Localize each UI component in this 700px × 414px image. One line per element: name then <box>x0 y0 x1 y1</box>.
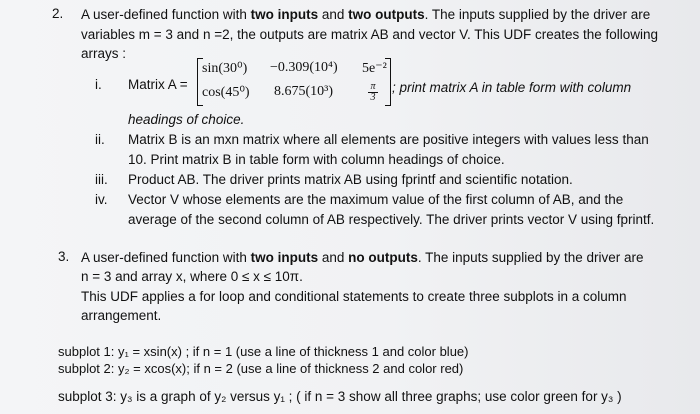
item-i-instruction-cont: headings of choice. <box>128 112 245 127</box>
matrix-a-r2c1: cos(45⁰) <box>202 85 250 100</box>
subplot-3-line: subplot 3: y₃ is a graph of y₂ versus y₁ ; ( if n = 3 show all three graphs; use color green for y₃ ) <box>58 389 622 404</box>
matrix-a-r2c2: 8.675(10³) <box>274 84 334 99</box>
subplot-1-line: subplot 1: y₁ = xsin(x) ; if n = 1 (use a line of thickness 1 and color blue) <box>58 344 469 359</box>
item-iv-text-1: Vector V whose elements are the maximum value of the first column of AB, and the <box>128 192 624 207</box>
item-iv-numeral: iv. <box>95 192 108 207</box>
matrix-a-r1c3: 5e⁻² <box>362 61 387 76</box>
question-2-number: 2. <box>52 6 64 21</box>
matrix-a-r1c2: −0.309(10⁴) <box>270 60 338 75</box>
q2-intro-line-2: variables m = 3 and n =2, the outputs are matrix AB and vector V. This UDF creates the following <box>81 27 659 42</box>
matrix-a-label: Matrix A = <box>128 77 188 92</box>
matrix-right-bracket <box>385 58 391 106</box>
matrix-a-r2c3: $\frac{\pi}{3}$ <box>368 82 378 103</box>
item-i-numeral: i. <box>95 77 102 92</box>
matrix-a-r1c1: sin(30⁰) <box>202 61 248 76</box>
question-3-number: 3. <box>58 249 70 264</box>
q3-line-1: A user-defined function with two inputs and no outputs. The inputs supplied by the driver are <box>81 250 644 265</box>
item-ii-text-1: Matrix B is an mxn matrix where all elements are positive integers with values less than <box>128 132 649 147</box>
item-iv-text-2: average of the second column of AB respectively. The driver prints vector V using fprintf. <box>128 212 655 227</box>
q3-line-2: n = 3 and array x, where 0 ≤ x ≤ 10π. <box>81 269 303 284</box>
q3-line-3: This UDF applies a for loop and conditional statements to create three subplots in a column <box>81 289 627 304</box>
item-ii-text-2: 10. Print matrix B in table form with column headings of choice. <box>128 152 505 167</box>
q3-line-4: arrangement. <box>81 308 162 323</box>
item-ii-numeral: ii. <box>95 132 105 147</box>
subplot-2-line: subplot 2: y₂ = xcos(x); if n = 2 (use a line of thickness 2 and color red) <box>58 361 464 376</box>
q2-intro-line-3: arrays : <box>81 46 127 61</box>
item-iii-numeral: iii. <box>95 172 108 187</box>
item-iii-text: Product AB. The driver prints matrix AB using fprintf and scientific notation. <box>128 172 573 187</box>
q2-intro-line-1: A user-defined function with two inputs and two outputs. The inputs supplied by the driver are <box>81 7 651 22</box>
item-i-instruction: ; print matrix A in table form with column <box>392 80 632 95</box>
